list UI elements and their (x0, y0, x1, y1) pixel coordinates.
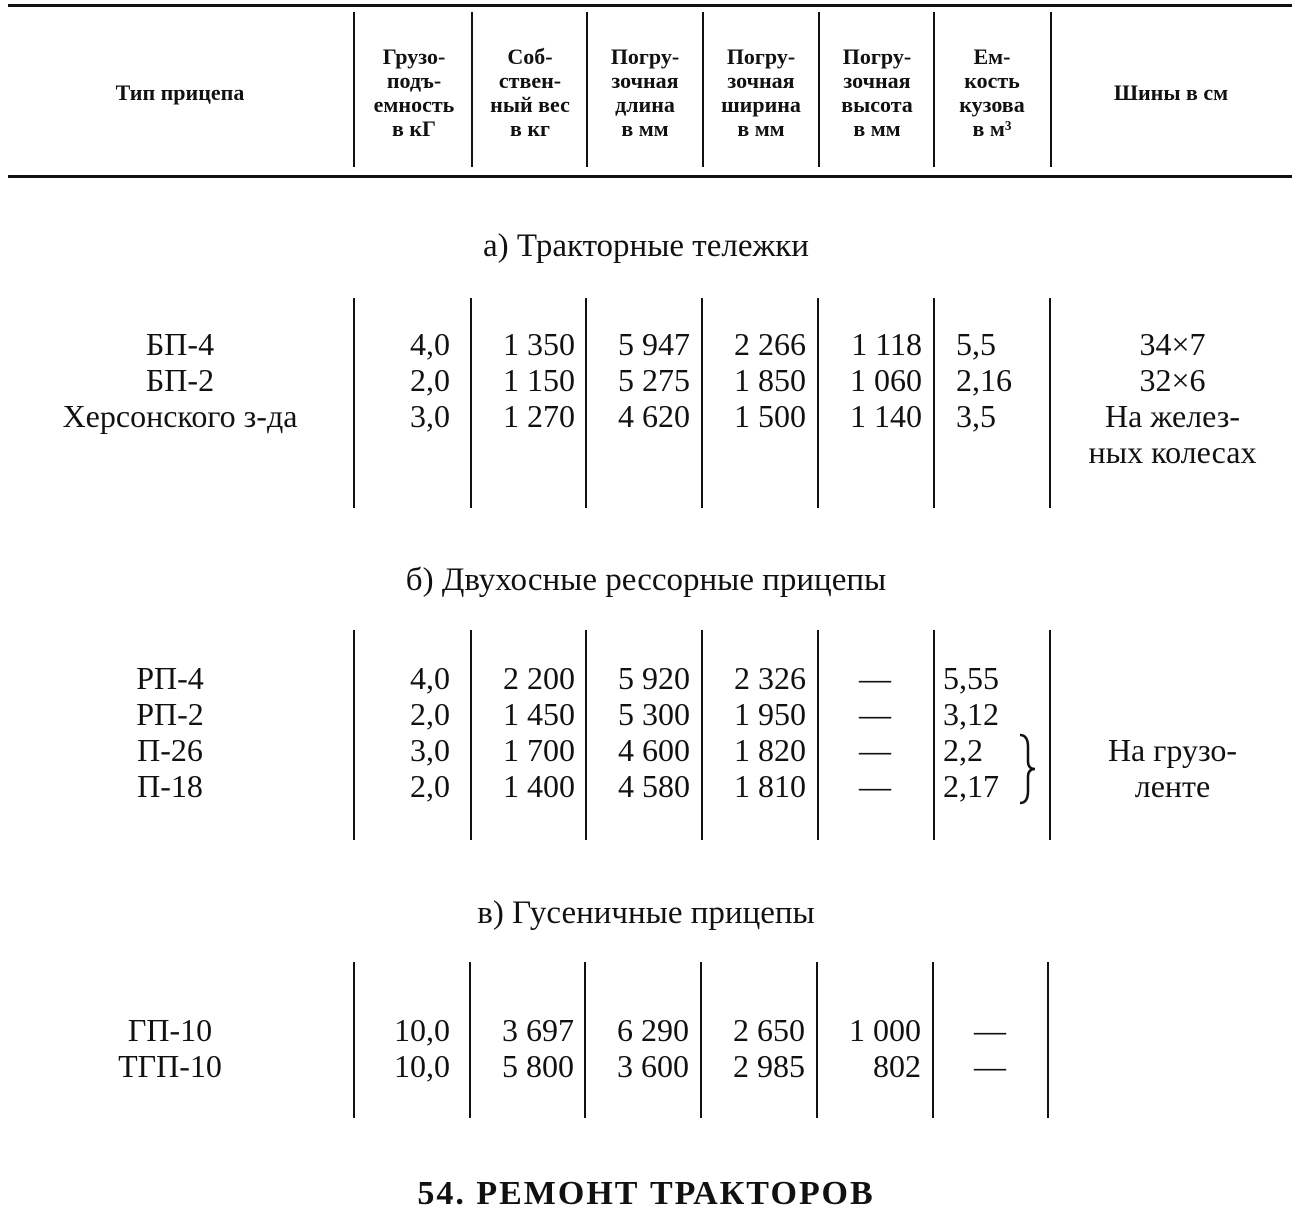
section-a-load (356, 326, 450, 434)
width-value: 1 810 (734, 768, 806, 804)
header-length-line: зочная (611, 68, 679, 93)
header-divider (471, 12, 473, 167)
header-width-line: ширина (721, 92, 801, 117)
length-value: 5 920 (618, 660, 690, 696)
header-volume-line: в м³ (972, 116, 1012, 141)
length-value: 5 947 (618, 326, 690, 362)
header-tires (1056, 18, 1286, 168)
column-divider (933, 298, 935, 508)
section-c-height (818, 1012, 921, 1084)
header-width-line: Погру- (726, 44, 796, 69)
section-b-height (819, 660, 931, 804)
header-tires-label: Шины в см (1113, 80, 1229, 105)
header-volume-line: кузова (959, 92, 1025, 117)
brace-icon (1016, 733, 1038, 805)
header-height-line: Погру- (842, 44, 912, 69)
section-c-width (702, 1012, 805, 1084)
header-width-line: зочная (727, 68, 795, 93)
header-height-line: высота (841, 92, 913, 117)
header-load-line: в кГ (391, 116, 437, 141)
length-value: 5 275 (618, 362, 690, 398)
volume-value: 3,5 (956, 398, 996, 434)
height-value: — (859, 768, 891, 804)
length-value: 3 600 (617, 1048, 689, 1084)
header-weight-line: ный вес (490, 92, 570, 117)
height-value: 1 060 (850, 362, 922, 398)
weight-value: 1 270 (503, 398, 575, 434)
next-section-heading: 54. РЕМОНТ ТРАКТОРОВ (417, 1175, 875, 1212)
section-c-weight (471, 1012, 574, 1084)
length-value: 5 300 (618, 696, 690, 732)
height-value: — (859, 732, 891, 768)
weight-value: 1 400 (503, 768, 575, 804)
trailer-type: П-18 (137, 768, 203, 804)
header-divider (818, 12, 820, 167)
width-value: 1 820 (734, 732, 806, 768)
section-b-volume (943, 660, 1023, 804)
header-load (358, 18, 470, 168)
header-divider (702, 12, 704, 167)
section-b-types (10, 660, 330, 804)
section-a-length (587, 326, 690, 434)
trailer-type: ТГП-10 (118, 1048, 222, 1084)
header-weight (474, 18, 586, 168)
header-divider (586, 12, 588, 167)
header-volume-line: кость (964, 68, 1020, 93)
width-value: 2 326 (734, 660, 806, 696)
width-value: 1 950 (734, 696, 806, 732)
trailer-type: РП-4 (136, 660, 204, 696)
column-divider (1047, 962, 1049, 1118)
header-width-line: в мм (737, 116, 785, 141)
width-value: 1 500 (734, 398, 806, 434)
load-value: 3,0 (410, 732, 450, 768)
section-title-a: а) Тракторные тележки (483, 228, 809, 264)
header-height-line: зочная (843, 68, 911, 93)
load-value: 4,0 (410, 660, 450, 696)
section-b-width (703, 660, 806, 804)
section-b-weight (472, 660, 575, 804)
section-c-volume (934, 1012, 1046, 1084)
header-type (10, 18, 350, 168)
volume-value: 2,17 (943, 768, 999, 804)
volume-value: — (974, 1012, 1006, 1048)
tire-value: 34×7 (1139, 326, 1206, 362)
width-value: 2 266 (734, 326, 806, 362)
header-length-line: в мм (621, 116, 669, 141)
length-value: 4 580 (618, 768, 690, 804)
header-load-line: Грузо- (382, 44, 446, 69)
header-length-line: Погру- (610, 44, 680, 69)
section-title-c: в) Гусеничные прицепы (477, 895, 815, 931)
height-value: 1 000 (849, 1012, 921, 1048)
section-c-load (356, 1012, 450, 1084)
header-divider (1050, 12, 1052, 167)
header-volume (936, 18, 1048, 168)
section-c-types (10, 1012, 330, 1084)
load-value: 2,0 (410, 696, 450, 732)
tire-value: ных колесах (1088, 434, 1257, 470)
header-divider (353, 12, 355, 167)
section-a-types (10, 326, 350, 434)
header-type-label: Тип прицепа (115, 80, 245, 105)
section-a-tires (1055, 326, 1290, 470)
weight-value: 3 697 (502, 1012, 574, 1048)
tire-value: ленте (1134, 768, 1211, 804)
tire-value: На грузо- (1107, 732, 1238, 768)
weight-value: 2 200 (503, 660, 575, 696)
header-load-line: емность (373, 92, 455, 117)
trailer-type: РП-2 (136, 696, 204, 732)
weight-value: 1 350 (503, 326, 575, 362)
header-bottom-rule (8, 175, 1292, 178)
section-a-width (703, 326, 806, 434)
header-top-rule (8, 4, 1292, 7)
load-value: 4,0 (410, 326, 450, 362)
height-value: — (859, 696, 891, 732)
volume-value: 2,16 (956, 362, 1012, 398)
trailer-type: Херсонского з-да (62, 398, 298, 434)
length-value: 4 620 (618, 398, 690, 434)
length-value: 4 600 (618, 732, 690, 768)
section-a-volume (956, 326, 1046, 434)
volume-value: 2,2 (943, 732, 983, 768)
section-b-load (356, 660, 450, 804)
column-divider (353, 298, 355, 508)
width-value: 2 985 (733, 1048, 805, 1084)
header-weight-line: в кг (509, 116, 551, 141)
load-value: 2,0 (410, 768, 450, 804)
weight-value: 1 450 (503, 696, 575, 732)
height-value: 1 118 (851, 326, 922, 362)
load-value: 2,0 (410, 362, 450, 398)
header-load-line: подъ- (386, 68, 442, 93)
trailer-type: ГП-10 (127, 1012, 213, 1048)
load-value: 3,0 (410, 398, 450, 434)
trailer-type: БП-2 (145, 362, 215, 398)
width-value: 2 650 (733, 1012, 805, 1048)
column-divider (353, 630, 355, 840)
header-weight-line: Соб- (507, 44, 553, 69)
header-divider (933, 12, 935, 167)
column-divider (933, 630, 935, 840)
volume-value: 3,12 (943, 696, 999, 732)
volume-value: — (974, 1048, 1006, 1084)
section-a-weight (472, 326, 575, 434)
weight-value: 1 700 (503, 732, 575, 768)
header-width (705, 18, 817, 168)
trailer-type: БП-4 (145, 326, 215, 362)
column-divider (1049, 630, 1051, 840)
tire-value: 32×6 (1139, 362, 1206, 398)
section-b-tires (1055, 732, 1290, 804)
column-divider (353, 962, 355, 1118)
height-value: 802 (873, 1048, 921, 1084)
section-title-b: б) Двухосные рессорные прицепы (405, 562, 887, 598)
weight-value: 1 150 (503, 362, 575, 398)
width-value: 1 850 (734, 362, 806, 398)
load-value: 10,0 (394, 1048, 450, 1084)
section-b-length (587, 660, 690, 804)
section-a-height (819, 326, 922, 434)
header-length (589, 18, 701, 168)
weight-value: 5 800 (502, 1048, 574, 1084)
tire-value: На желез- (1104, 398, 1241, 434)
header-weight-line: ствен- (498, 68, 562, 93)
header-volume-line: Ем- (973, 44, 1011, 69)
load-value: 10,0 (394, 1012, 450, 1048)
header-length-line: длина (615, 92, 675, 117)
height-value: — (859, 660, 891, 696)
length-value: 6 290 (617, 1012, 689, 1048)
column-divider (1049, 298, 1051, 508)
header-height-line: в мм (853, 116, 901, 141)
height-value: 1 140 (850, 398, 922, 434)
volume-value: 5,55 (943, 660, 999, 696)
header-height (821, 18, 933, 168)
trailer-type: П-26 (137, 732, 203, 768)
section-c-length (586, 1012, 689, 1084)
volume-value: 5,5 (956, 326, 996, 362)
